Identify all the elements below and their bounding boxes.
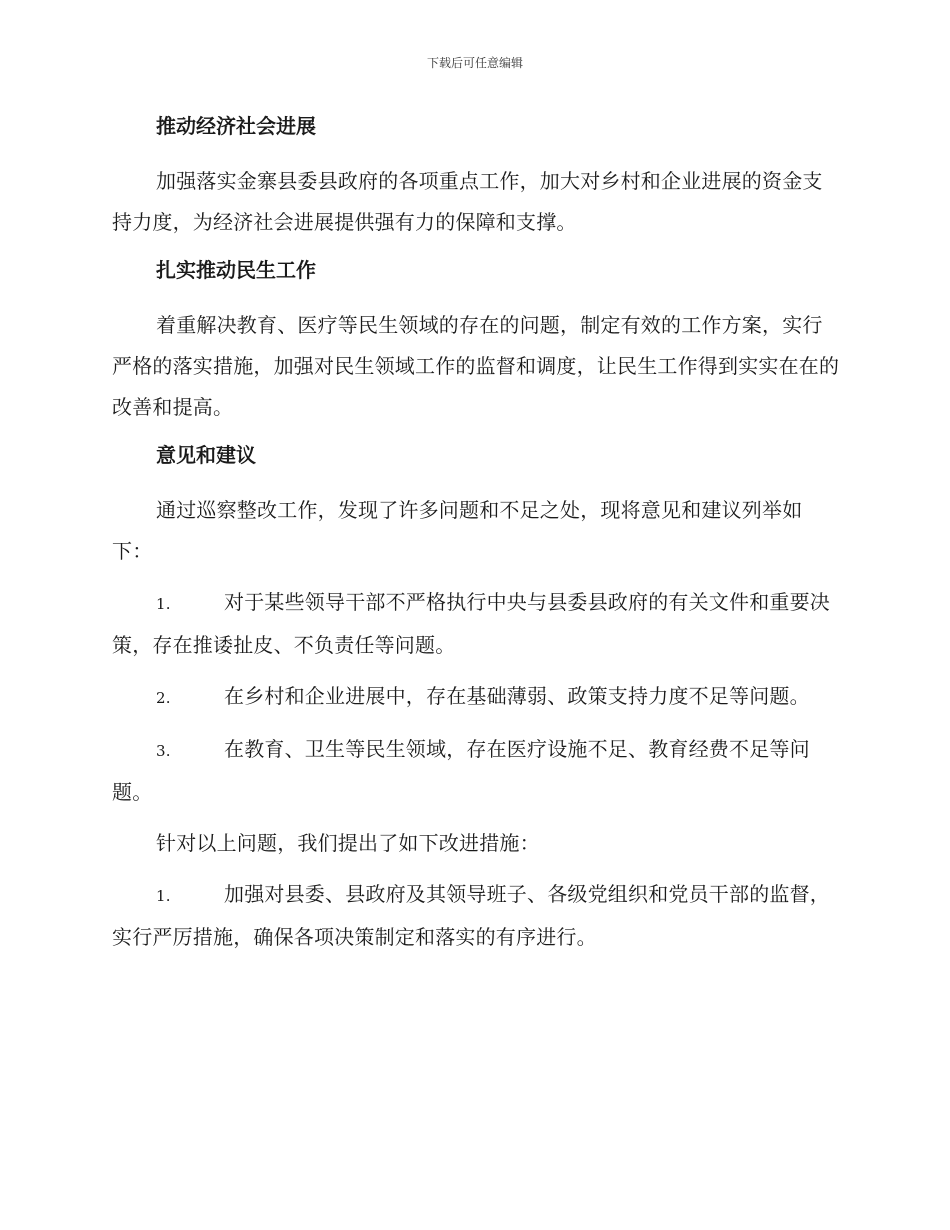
- section-paragraph: 通过巡察整改工作，发现了许多问题和不足之处，现将意见和建议列举如下：: [112, 498, 803, 563]
- list-number: 2.: [156, 689, 171, 707]
- list-item-text: 对于某些领导干部不严格执行中央与县委县政府的有关文件和重要决策，存在推诿扯皮、不负责任等问题。: [112, 590, 830, 657]
- measures-intro: 针对以上问题，我们提出了如下改进措施：: [156, 831, 540, 855]
- problem-list-item: [112, 582, 840, 666]
- problem-list-item: [112, 729, 840, 813]
- list-item-text: 加强对县委、县政府及其领导班子、各级党组织和党员干部的监督，实行严厉措施，确保各项决策制定和落实的有序进行。: [112, 882, 830, 949]
- list-item-text: 在教育、卫生等民生领域，存在医疗设施不足、教育经费不足等问题。: [112, 737, 810, 804]
- list-number: 1.: [156, 595, 171, 613]
- problem-list-item: [112, 676, 840, 719]
- section-heading: 推动经济社会进展: [156, 114, 316, 138]
- page-header: 下载后可任意编辑: [426, 56, 523, 70]
- list-item-text: 在乡村和企业进展中，存在基础薄弱、政策支持力度不足等问题。: [224, 684, 810, 708]
- section-paragraph: 着重解决教育、医疗等民生领域的存在的问题，制定有效的工作方案，实行严格的落实措施，加强对民生领域工作的监督和调度，让民生工作得到实实在在的改善和提高。: [112, 313, 840, 419]
- section-heading: 扎实推动民生工作: [156, 258, 316, 282]
- list-number: 3.: [156, 742, 171, 760]
- document-body: [112, 109, 840, 968]
- list-number: 1.: [156, 887, 171, 905]
- section-heading: 意见和建议: [156, 443, 256, 467]
- measure-list-item: [112, 874, 840, 958]
- section-paragraph: 加强落实金寨县委县政府的各项重点工作，加大对乡村和企业进展的资金支持力度，为经济社会进展提供强有力的保障和支撑。: [112, 169, 823, 234]
